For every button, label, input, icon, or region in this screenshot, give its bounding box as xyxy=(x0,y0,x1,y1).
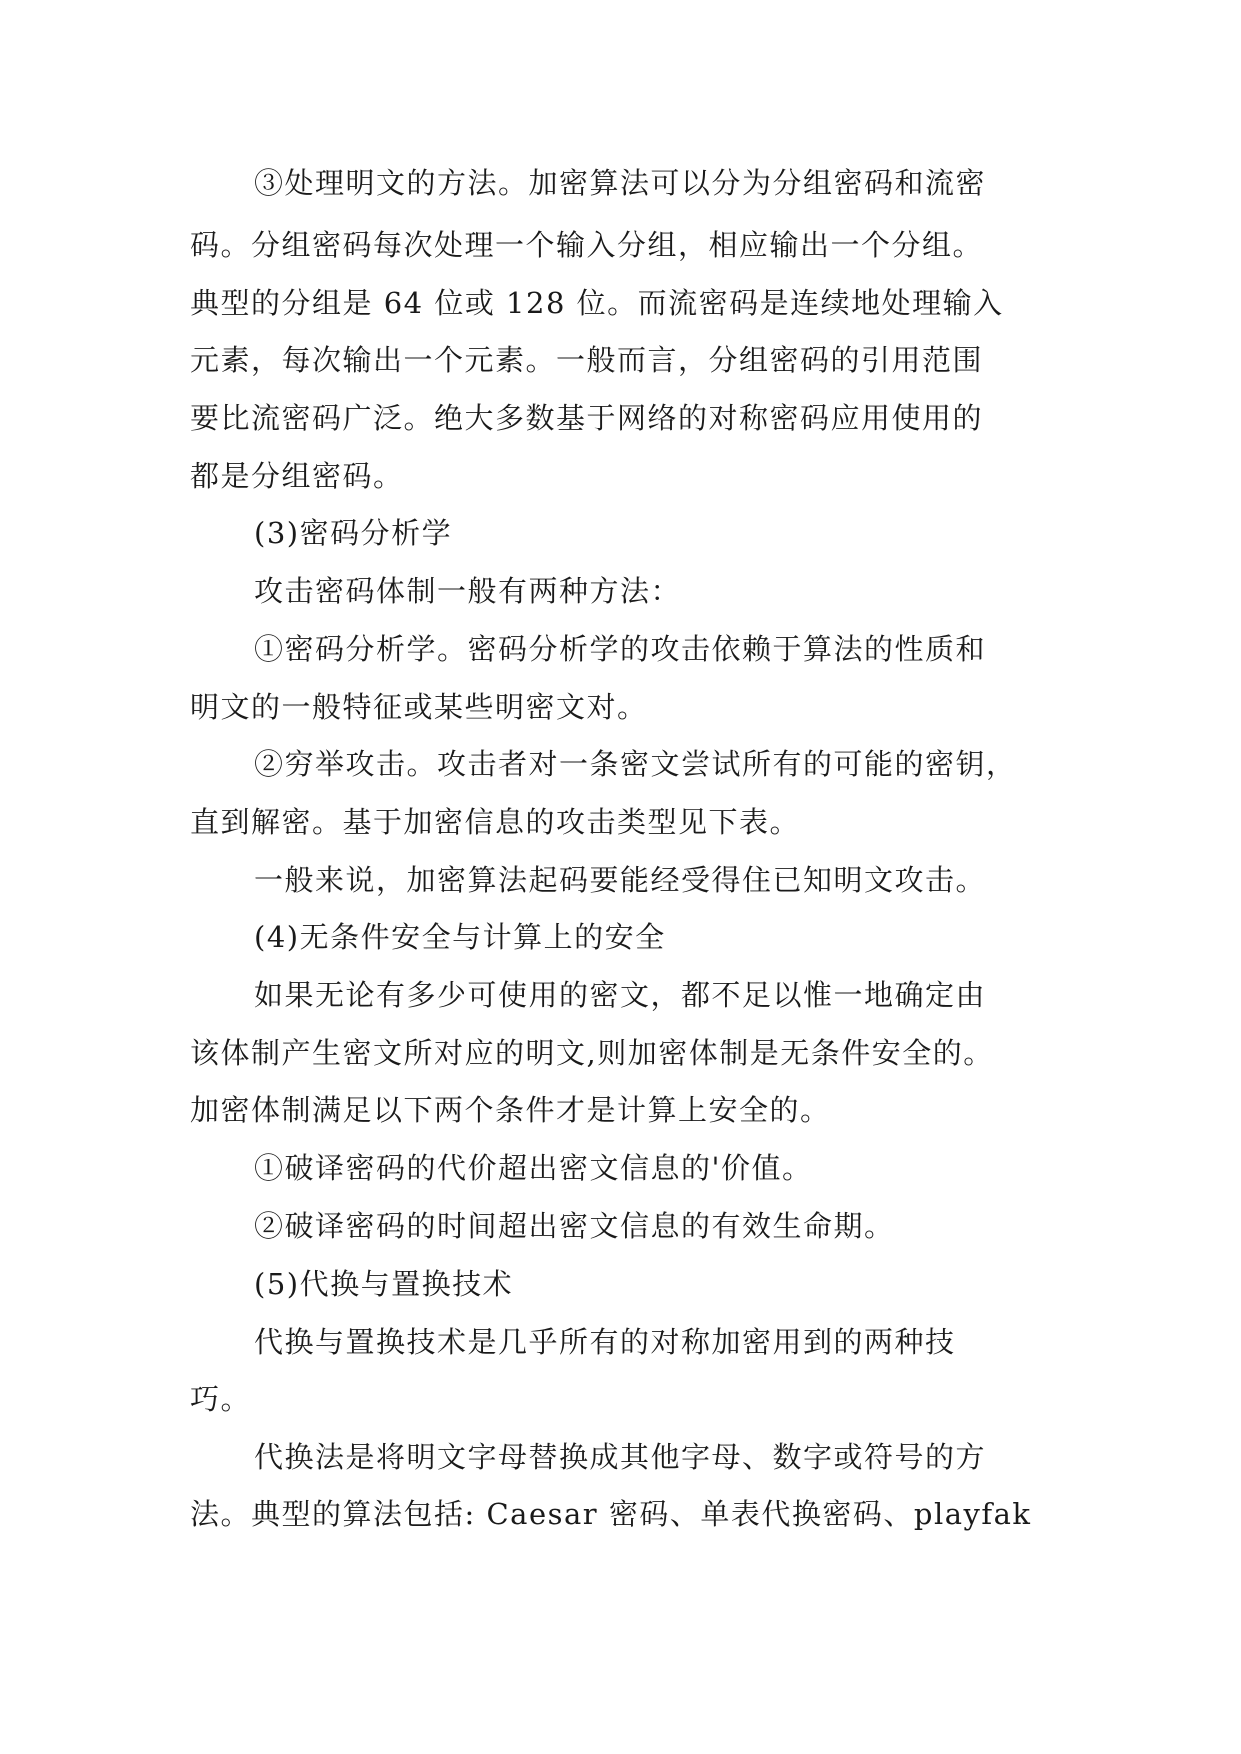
text-line: 代换法是将明文字母替换成其他字母、数字或符号的方 xyxy=(254,1440,987,1474)
text-line: 法。典型的算法包括: Caesar 密码、单表代换密码、playfak xyxy=(190,1497,1032,1531)
text-line: ③处理明文的方法。加密算法可以分为分组密码和流密 xyxy=(254,166,987,200)
text-line: 该体制产生密文所对应的明文,则加密体制是无条件安全的。 xyxy=(190,1036,994,1070)
text-line: 明文的一般特征或某些明密文对。 xyxy=(190,690,648,724)
text-line: ②破译密码的时间超出密文信息的有效生命期。 xyxy=(254,1209,895,1243)
text-line: 代换与置换技术是几乎所有的对称加密用到的两种技 xyxy=(254,1325,956,1359)
text-line: 巧。 xyxy=(190,1382,252,1416)
text-line: 都是分组密码。 xyxy=(190,459,404,493)
text-line: 码。分组密码每次处理一个输入分组，相应输出一个分组。 xyxy=(190,228,984,262)
text-line: ①破译密码的代价超出密文信息的'价值。 xyxy=(254,1151,813,1185)
text-line: 直到解密。基于加密信息的攻击类型见下表。 xyxy=(190,805,801,839)
text-line: 加密体制满足以下两个条件才是计算上安全的。 xyxy=(190,1093,831,1127)
text-line: 典型的分组是 64 位或 128 位。而流密码是连续地处理输入 xyxy=(190,286,1004,320)
text-line: 如果无论有多少可使用的密文，都不足以惟一地确定由 xyxy=(254,978,987,1012)
text-line: 要比流密码广泛。绝大多数基于网络的对称密码应用使用的 xyxy=(190,401,984,435)
text-line: ②穷举攻击。攻击者对一条密文尝试所有的可能的密钥， xyxy=(254,747,1017,781)
text-line: 元素，每次输出一个元素。一般而言，分组密码的引用范围 xyxy=(190,343,984,377)
text-line: 一般来说，加密算法起码要能经受得住已知明文攻击。 xyxy=(254,863,987,897)
section-heading: (4)无条件安全与计算上的安全 xyxy=(254,920,666,954)
section-heading: (3)密码分析学 xyxy=(254,516,453,550)
text-line: 攻击密码体制一般有两种方法： xyxy=(254,574,682,608)
section-heading: (5)代换与置换技术 xyxy=(254,1267,514,1301)
text-line: ①密码分析学。密码分析学的攻击依赖于算法的性质和 xyxy=(254,632,987,666)
